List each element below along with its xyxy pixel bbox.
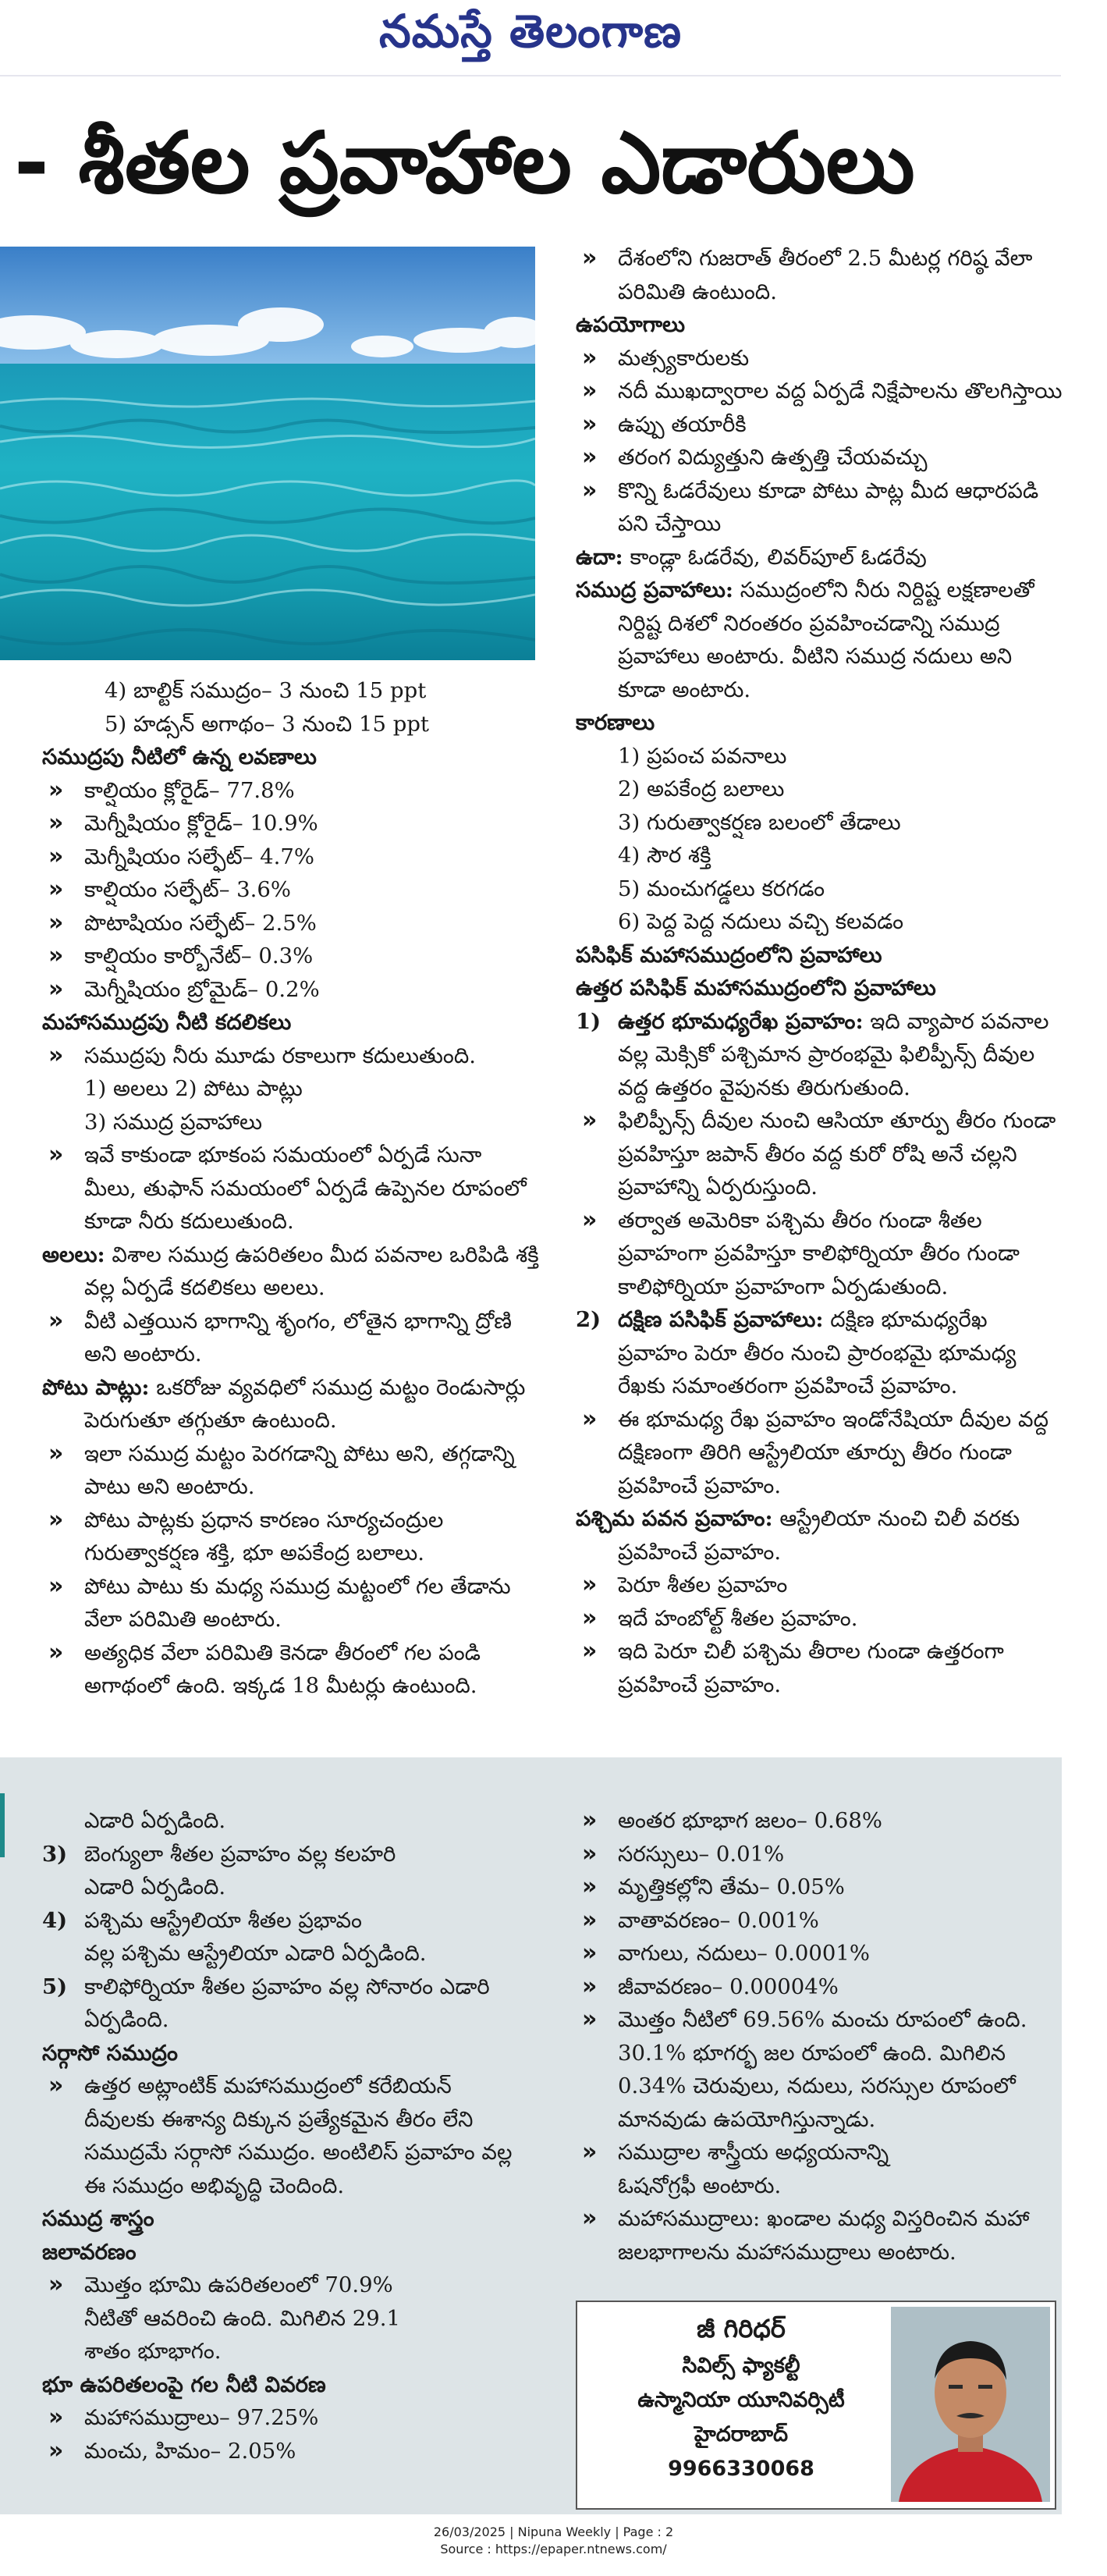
line-text: ప్రవహిస్తూ జపాన్ తీరం వద్ద కురో రోషి అనే చల్లని [618, 1141, 1017, 1167]
line-text: ఓషనోగ్రఫీ అంటారు. [618, 2173, 782, 2198]
text-line [42, 1271, 541, 1305]
line-text: కూడా నీరు కదులుతుంది. [84, 1209, 294, 1234]
bullet-item [42, 1305, 541, 1338]
line-text: దీవులకు ఈశాన్య దిక్కున ప్రత్యేకమైన తీరం లేని [84, 2106, 474, 2132]
line-text: ఉపయోగాలు [576, 312, 686, 337]
numbered-item [42, 1838, 549, 1871]
line-text: నీటితో ఆవరించి ఉంది. మిగిలిన 29.1 [84, 2305, 401, 2331]
line-text: ఫిలిప్పీన్స్ దీవుల నుంచి ఆసియా తూర్పు తీరం గుండా [618, 1108, 1056, 1133]
line-text: పోటు పాట్లకు ప్రధాన కారణం సూర్యచంద్రుల [84, 1507, 444, 1533]
text-line [42, 674, 541, 708]
author-role: సివిల్స్ ఫ్యాకల్టీ [682, 2354, 800, 2378]
line-text: పెరుగుతూ తగ్గుతూ ఉంటుంది. [84, 1408, 337, 1433]
text-line [42, 1871, 549, 1904]
line-text: సముద్రమే సర్గాసో సముద్రం. అంటిలిస్ ప్రవాహం వల్ల [84, 2140, 513, 2165]
bullet-item [42, 2401, 549, 2435]
bullet-item [42, 1039, 541, 1073]
line-text: 4) బాల్టిక్ సముద్రం– 3 నుంచి 15 ppt [105, 678, 427, 703]
bullet-item [42, 973, 541, 1007]
article-column-right [576, 242, 1067, 1701]
text-line [576, 1237, 1067, 1270]
text-line [576, 806, 1067, 840]
text-line [42, 708, 541, 741]
line-text: ఉత్తర అట్లాంటిక్ మహాసముద్రంలో కరేబియన్ [84, 2073, 452, 2098]
line-text: ఈ సముద్రం అభివృద్ధి చెందింది. [84, 2173, 345, 2198]
item-number: 4) [42, 1907, 68, 1933]
line-text: అంతర భూభాగ జలం– 0.68% [618, 1808, 883, 1833]
panel-column-left [42, 1804, 549, 2468]
text-line [576, 507, 1067, 541]
text-line [576, 1337, 1067, 1370]
text-line [576, 2236, 1059, 2269]
line-text: ఉప్పు తయారీకి [618, 411, 747, 437]
section-heading [42, 741, 541, 774]
masthead-logo-text: నమస్తే తెలంగాణ [379, 5, 682, 58]
text-line [576, 2103, 1059, 2137]
text-line [576, 1370, 1067, 1403]
line-text: మహాసముద్రాలు: ఖండాల మధ్య విస్తరించిన మహా [618, 2206, 1030, 2231]
line-text: శాతం భూభాగం. [84, 2339, 222, 2364]
text-line [576, 872, 1067, 906]
bullet-item [576, 1904, 1059, 1938]
text-line [42, 1937, 549, 1970]
text-line [576, 1536, 1067, 1569]
bullet-item [42, 807, 541, 840]
line-text: ప్రవహించే ప్రవాహం. [618, 1672, 782, 1697]
line-text: 6) పెద్ద పెద్ద నదులు వచ్చి కలవడం [618, 909, 904, 934]
line-text: ఉత్తర పసిఫిక్ మహాసముద్రంలోని ప్రవాహాలు [576, 975, 936, 1000]
text-line [576, 1038, 1067, 1071]
numbered-item [42, 1970, 549, 2004]
text-line [576, 673, 1067, 707]
line-text: రేఖకు సమాంతరంగా ప్రవహించే ప్రవాహం. [618, 1373, 958, 1398]
section-heading [576, 308, 1067, 342]
line-text: 2) అపకేంద్ర బలాలు [618, 776, 785, 801]
text-line [576, 839, 1067, 872]
text-line [576, 1171, 1067, 1204]
line-text: పాటు అని అంటారు. [84, 1474, 255, 1499]
text-line [576, 2037, 1059, 2070]
line-text: మానవుడు ఉపయోగిస్తున్నాడు. [618, 2106, 876, 2132]
line-text: వల్ల మెక్సికో పశ్చిమాన ప్రారంభమై ఫిలిప్పీన్స్ దీవుల [618, 1042, 1035, 1067]
text-line [42, 1404, 541, 1437]
bullet-item [42, 840, 541, 874]
bullet-item [42, 1636, 541, 1670]
line-text: ఇవే కాకుండా భూకంప సమయంలో ఏర్పడే సునా [84, 1142, 482, 1167]
text-line [576, 1469, 1067, 1503]
line-text: వాగులు, నదులు– 0.0001% [618, 1941, 870, 1966]
text-line [42, 1106, 541, 1139]
numbered-item [576, 1303, 1067, 1337]
bullet-item [576, 1804, 1059, 1838]
bullet-item [576, 1403, 1067, 1437]
line-text: నిర్దిష్ట దిశలో నిరంతరం ప్రవహించడాన్ని సముద్ర [618, 610, 1000, 636]
inline-term: పశ్చిమ పవన ప్రవాహం: [576, 1506, 773, 1531]
line-text: వీటి ఎత్తయిన భాగాన్ని శృంగం, లోతైన భాగాన్ని ద్రోణి [84, 1308, 512, 1334]
author-phone: 9966330068 [668, 2457, 814, 2481]
line-text: మత్స్యకారులకు [618, 345, 750, 371]
inline-term: ఉత్తర భూమధ్యరేఖ ప్రవాహం: [618, 1008, 864, 1034]
line-text: అని అంటారు. [84, 1341, 202, 1366]
line-text: 5) మంచుగడ్డలు కరగడం [618, 876, 825, 901]
line-text: ప్రవాహంగా ప్రవహిస్తూ కాలిఫోర్నియా తీరం గుండా [618, 1241, 1020, 1266]
text-line [42, 1172, 541, 1206]
line-text: వాతావరణం– 0.001% [618, 1907, 819, 1933]
line-text: భూ ఉపరితలంపై గల నీటి వివరణ [42, 2372, 326, 2397]
bullet-item [576, 474, 1067, 508]
line-text: సముద్ర శాస్త్రం [42, 2206, 154, 2231]
line-text: అత్యధిక వేలా పరిమితి కెనడా తీరంలో గల పండి [84, 1640, 481, 1665]
bullet-item [42, 873, 541, 907]
line-text: పెరూ శీతల ప్రవాహం [618, 1572, 788, 1597]
text-line [576, 1668, 1067, 1702]
line-text: పశ్చిమ ఆస్ట్రేలియా శీతల ప్రభావం [84, 1907, 363, 1933]
bullet-item [576, 1838, 1059, 1871]
line-text: 1) ప్రపంచ పవనాలు [618, 743, 787, 769]
line-text: విశాల సముద్ర ఉపరితలం మీద పవనాల ఒరిపిడి శక్తి [105, 1242, 539, 1267]
line-text: 30.1% భూగర్భ జల రూపంలో ఉంది. మిగిలిన [618, 2040, 1006, 2066]
line-text: ఇది పెరూ చిలీ పశ్చిమ తీరాల గుండా ఉత్తరంగా [618, 1639, 1004, 1664]
line-text: ఇది వ్యాపార పవనాల [863, 1008, 1049, 1034]
section-heading [42, 1006, 541, 1039]
line-text: పోటు పాటు కు మధ్య సముద్ర మట్టంలో గల తేడాను [84, 1573, 511, 1599]
inline-term: సముద్ర ప్రవాహాలు: [576, 577, 733, 602]
text-line [42, 1537, 541, 1570]
line-text: తరంగ విద్యుత్తుని ఉత్పత్తి చేయవచ్చు [618, 445, 928, 470]
text-line [42, 2169, 549, 2203]
section-heading [576, 939, 1067, 972]
line-text: ఆస్ట్రేలియా నుంచి చిలీ వరకు [772, 1506, 1020, 1531]
line-text: కారణాలు [576, 710, 655, 735]
line-text: ఎడారి ఏర్పడింది. [84, 1808, 226, 1833]
numbered-item [42, 1904, 549, 1938]
line-text: 5) హడ్సన్ అగాథం– 3 నుంచి 15 ppt [105, 711, 429, 737]
line-text: కాలిఫోర్నియా శీతల ప్రవాహం వల్ల సోనారం ఎడారి [84, 1974, 490, 1999]
bullet-item [42, 1570, 541, 1604]
bullet-item [42, 2269, 549, 2302]
text-line [576, 607, 1067, 641]
bullet-item [42, 940, 541, 973]
inline-term: పోటు పాట్లు: [42, 1374, 150, 1400]
text-line [42, 2136, 549, 2169]
line-text: కూడా అంటారు. [618, 677, 751, 702]
line-text: మెగ్నీషియం సల్ఫేట్– 4.7% [84, 844, 315, 869]
text-line [42, 2103, 549, 2137]
masthead-divider [0, 75, 1061, 76]
line-text: మహాసముద్రపు నీటి కదలికలు [42, 1010, 292, 1035]
text-line [576, 740, 1067, 773]
text-line [42, 1072, 541, 1106]
line-text: సరస్సులు– 0.01% [618, 1841, 785, 1867]
bullet-item [42, 2070, 549, 2103]
author-info [585, 2308, 897, 2486]
line-text: మొత్తం నీటిలో 69.56% మంచు రూపంలో ఉంది. [618, 2007, 1027, 2032]
line-text: దక్షిణంగా తిరిగి ఆస్ట్రేలియా తూర్పు తీరం గుండా [618, 1440, 1012, 1465]
section-heading [42, 2368, 549, 2402]
item-number: 5) [42, 1974, 68, 1999]
text-line [576, 2070, 1059, 2103]
panel-column-right [576, 1804, 1059, 2269]
line-text: తర్వాత అమెరికా పశ్చిమ తీరం గుండా శీతల [618, 1207, 982, 1233]
line-text: పసిఫిక్ మహాసముద్రంలోని ప్రవాహాలు [576, 942, 882, 968]
item-number: 1) [576, 1008, 601, 1034]
line-text: ఏర్పడింది. [84, 2007, 169, 2032]
bullet-item [42, 1504, 541, 1537]
line-text: నదీ ముఖద్వారాల వద్ద ఏర్పడే నిక్షేపాలను తొలగిస్తాయి [618, 378, 1063, 403]
line-text: సముద్రపు నీటిలో ఉన్న లవణాలు [42, 744, 317, 769]
masthead [0, 0, 1061, 72]
line-text: 1) అలలు 2) పోటు పాట్లు [84, 1076, 303, 1101]
text-line [42, 1804, 549, 1838]
text-line [42, 2003, 549, 2037]
text-line [576, 905, 1067, 939]
line-text: 3) గురుత్వాకర్షణ బలంలో తేడాలు [618, 809, 901, 835]
author-name: జీ గిరిధర్ [697, 2314, 786, 2343]
bullet-item [576, 1602, 1067, 1636]
bullet-item [576, 242, 1067, 275]
line-text: వల్ల పశ్చిమ ఆస్ట్రేలియా ఎడారి ఏర్పడింది. [84, 1941, 427, 1966]
bullet-item [42, 774, 541, 808]
bullet-item [576, 408, 1067, 442]
line-text: జీవావరణం– 0.00004% [618, 1974, 839, 1999]
inline-term: అలలు: [42, 1242, 105, 1267]
section-heading [42, 2236, 549, 2269]
line-text: గురుత్వాకర్షణ శక్తి, భూ అపకేంద్ర బలాలు. [84, 1540, 425, 1565]
text-line [576, 640, 1067, 673]
paragraph-line [576, 574, 1067, 607]
numbered-item [576, 1005, 1067, 1039]
line-text: మృత్తికల్లోని తేమ– 0.05% [618, 1874, 845, 1899]
bullet-item [42, 2435, 549, 2468]
section-heading [576, 972, 1067, 1005]
line-text: సముద్రంలోని నీరు నిర్దిష్ట లక్షణాలతో [733, 577, 1034, 602]
section-heading [576, 706, 1067, 740]
line-text: కాల్షియం కార్బోనేట్– 0.3% [84, 943, 314, 968]
line-text: ప్రవాహాలు అంటారు. వీటిని సముద్ర నదులు అని [618, 644, 1013, 669]
text-line [576, 773, 1067, 806]
text-line [576, 1138, 1067, 1171]
text-line [576, 275, 1067, 309]
bullet-item [576, 342, 1067, 375]
author-card [576, 2301, 1056, 2510]
line-text: 4) సౌర శక్తి [618, 843, 711, 868]
line-text: కాల్షియం సల్ఫేట్– 3.6% [84, 877, 292, 902]
bullet-item [576, 2136, 1059, 2169]
author-photo [891, 2307, 1050, 2502]
line-text: పని చేస్తాయి [618, 511, 722, 536]
bullet-item [576, 1970, 1059, 2004]
bullet-item [42, 1437, 541, 1471]
bullet-item [576, 2202, 1059, 2236]
footer-source-line: Source : https://epaper.ntnews.com/ [440, 2542, 667, 2556]
bullet-item [576, 1937, 1059, 1970]
line-text: మొత్తం భూమి ఉపరితలంలో 70.9% [84, 2272, 393, 2297]
line-text: అగాథంలో ఉంది. ఇక్కడ 18 మీటర్లు ఉంటుంది. [84, 1673, 477, 1698]
line-text: ప్రవహించే ప్రవాహం. [618, 1473, 782, 1498]
item-number: 3) [42, 1841, 68, 1867]
line-text: ఒకరోజు వ్యవధిలో సముద్ర మట్టం రెండుసార్లు [149, 1374, 526, 1400]
item-number: 2) [576, 1307, 601, 1332]
line-text: సర్గాసో సముద్రం [42, 2040, 178, 2066]
line-text: దేశంలోని గుజరాత్ తీరంలో 2.5 మీటర్ల గరిష్ఠ వేలా [618, 246, 1033, 271]
line-text: పొటాషియం సల్ఫేట్– 2.5% [84, 910, 317, 936]
author-city: హైదరాబాద్ [694, 2422, 789, 2446]
bullet-item [576, 441, 1067, 474]
line-text: కాల్షియం క్లోరైడ్– 77.8% [84, 777, 295, 803]
bullet-item [576, 1104, 1067, 1138]
text-line [42, 1603, 541, 1636]
ocean-photo [0, 247, 535, 660]
text-line [42, 1205, 541, 1238]
line-text: 3) సముద్ర ప్రవాహాలు [84, 1109, 262, 1135]
line-text: మీలు, తుఫాన్ సమయంలో ఏర్పడే ఉప్పెనల రూపంలో [84, 1175, 527, 1201]
author-organization: ఉస్మానియా యూనివర్సిటీ [637, 2388, 845, 2412]
footer-date-line: 26/03/2025 | Nipuna Weekly | Page : 2 [433, 2524, 674, 2539]
bullet-item [576, 1569, 1067, 1602]
line-text: పరిమితి ఉంటుంది. [618, 279, 777, 304]
line-text: కొన్ని ఓడరేవులు కూడా పోటు పాట్ల మీద ఆధారపడి [618, 478, 1039, 503]
line-text: మెగ్నీషియం క్లోరైడ్– 10.9% [84, 811, 318, 836]
line-text: బెంగ్యులా శీతల ప్రవాహం వల్ల కలహరి [84, 1841, 396, 1867]
text-line [576, 1436, 1067, 1469]
bullet-item [576, 375, 1067, 408]
paragraph-line [576, 1502, 1067, 1536]
paragraph-line [576, 541, 1067, 574]
section-heading [42, 2202, 549, 2236]
line-text: ఇలా సముద్ర మట్టం పెరగడాన్ని పోటు అని, తగ్గడాన్ని [84, 1441, 515, 1466]
line-text: ఎడారి ఏర్పడింది. [84, 1874, 226, 1899]
section-heading [42, 2037, 549, 2070]
line-text: దక్షిణ భూమధ్యరేఖ [823, 1307, 988, 1332]
line-text: వద్ద ఉత్తరం వైపునకు తిరుగుతుంది. [618, 1075, 910, 1100]
inline-term: దక్షిణ పసిఫిక్ ప్రవాహాలు: [618, 1307, 824, 1332]
line-text: వేలా పరిమితి అంటారు. [84, 1607, 282, 1632]
text-line [42, 2335, 549, 2368]
text-line [42, 1470, 541, 1504]
paragraph-line [42, 1371, 541, 1405]
line-text: సముద్రపు నీరు మూడు రకాలుగా కదులుతుంది. [84, 1043, 476, 1068]
bullet-item [576, 1204, 1067, 1238]
line-text: సముద్రాల శాస్త్రీయ అధ్యయనాన్ని [618, 2140, 889, 2165]
line-text: ప్రవాహం పెరూ తీరం నుంచి ప్రారంభమై భూమధ్య [618, 1340, 1017, 1366]
text-line [42, 1338, 541, 1371]
article-headline: - శీతల ప్రవాహాల ఎడారులు [14, 115, 915, 212]
line-text: ప్రవాహాన్ని ఏర్పరుస్తుంది. [618, 1174, 818, 1199]
article-column-left [42, 674, 541, 1703]
bullet-item [42, 1139, 541, 1172]
paragraph-line [42, 1238, 541, 1272]
text-line [576, 1270, 1067, 1304]
text-line [576, 2169, 1059, 2203]
bullet-item [576, 2003, 1059, 2037]
text-line [576, 1071, 1067, 1105]
panel-accent-bar [0, 1793, 5, 1857]
line-text: వల్ల ఏర్పడే కదలికలు అలలు. [84, 1275, 325, 1300]
bullet-item [576, 1871, 1059, 1904]
line-text: కాండ్లా ఓడరేవు, లివర్‌పూల్ ఓడరేవు [623, 544, 927, 570]
bullet-item [42, 907, 541, 940]
line-text: మంచు, హిమం– 2.05% [84, 2438, 296, 2464]
line-text: ఇదే హంబోల్ట్ శీతల ప్రవాహం. [618, 1605, 858, 1631]
line-text: ప్రవహించే ప్రవాహం. [618, 1539, 782, 1565]
bullet-item [576, 1635, 1067, 1668]
text-line [42, 2302, 549, 2336]
line-text: 0.34% చెరువులు, నదులు, సరస్సుల రూపంలో [618, 2073, 1016, 2098]
inline-term: ఉదా: [576, 544, 623, 570]
line-text: జలభాగాలను మహాసముద్రాలు అంటారు. [618, 2239, 956, 2265]
line-text: కాలిఫోర్నియా ప్రవాహంగా ఏర్పడుతుంది. [618, 1274, 949, 1299]
line-text: జలావరణం [42, 2239, 137, 2265]
line-text: మెగ్నీషియం బ్రోమైడ్– 0.2% [84, 976, 320, 1002]
page-footer [0, 2524, 1107, 2558]
text-line [42, 1669, 541, 1703]
line-text: ఈ భూమధ్య రేఖ ప్రవాహం ఇండోనేషియా దీవుల వద్ద [618, 1406, 1048, 1432]
line-text: మహాసముద్రాలు– 97.25% [84, 2405, 319, 2430]
